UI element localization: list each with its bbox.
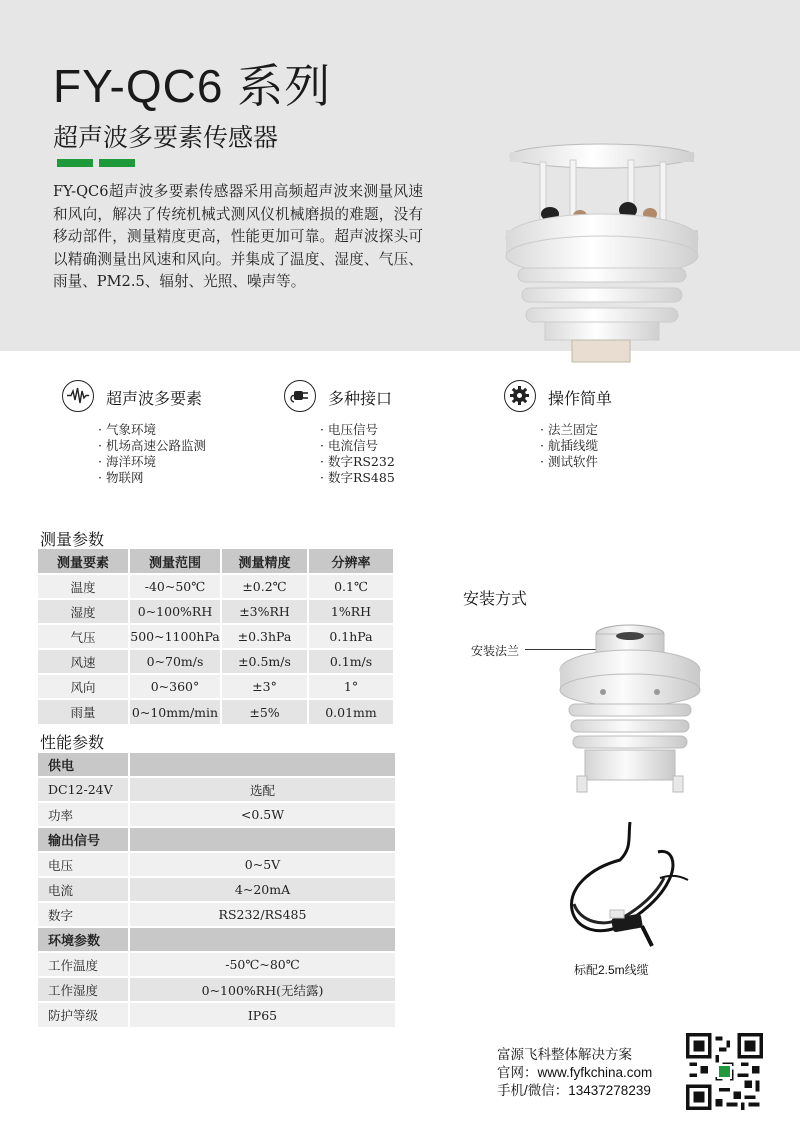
list-item: · 电压信号 — [320, 422, 395, 438]
flange-label: 安装法兰 — [471, 644, 520, 658]
table-row — [38, 599, 394, 624]
table-cell: -40~50℃ — [129, 574, 221, 599]
website: 官网：www.fyfkchina.com — [497, 1065, 653, 1080]
table-row — [38, 624, 394, 649]
feature-list — [320, 422, 395, 486]
table-header-cell: 测量范围 — [129, 549, 221, 574]
table-cell: ±0.5m/s — [221, 649, 308, 674]
feature-title: 操作简单 — [548, 391, 613, 408]
list-item: · 机场高速公路监测 — [98, 438, 206, 454]
table-cell: 风向 — [38, 674, 129, 699]
table-cell: ±3%RH — [221, 599, 308, 624]
list-item: · 测试软件 — [540, 454, 598, 470]
list-item: · 航插线缆 — [540, 438, 598, 454]
table-cell: <0.5W — [129, 802, 395, 827]
phone: 手机/微信：13437278239 — [497, 1083, 651, 1098]
list-item: · 气象环境 — [98, 422, 206, 438]
table-cell: 0~100%RH — [129, 599, 221, 624]
table-cell: 电压 — [38, 852, 129, 877]
table-row — [38, 902, 395, 927]
table-cell: 选配 — [129, 777, 395, 802]
table-cell: ±3° — [221, 674, 308, 699]
page-title: FY-QC6 系列 — [53, 60, 332, 112]
install-section-title: 安装方式 — [463, 591, 528, 608]
table-cell: 防护等级 — [38, 1002, 129, 1027]
measurement-section-title: 测量参数 — [40, 532, 105, 549]
table-group-row — [38, 827, 395, 852]
group-label: 环境参数 — [38, 927, 129, 952]
list-item: · 数字RS485 — [320, 470, 395, 486]
table-row — [38, 777, 395, 802]
table-cell: 0~10mm/min — [129, 699, 221, 724]
table-cell: DC12-24V — [38, 777, 129, 802]
table-cell: 0~360° — [129, 674, 221, 699]
table-row — [38, 674, 394, 699]
table-header-cell: 分辨率 — [308, 549, 394, 574]
list-item: · 数字RS232 — [320, 454, 395, 470]
table-row — [38, 877, 395, 902]
table-row — [38, 699, 394, 724]
cable-label: 标配2.5m线缆 — [574, 963, 649, 977]
sensor-install-image — [555, 620, 705, 795]
table-cell: 0~100%RH(无结露) — [129, 977, 395, 1002]
table-group-row — [38, 752, 395, 777]
table-cell: 0~5V — [129, 852, 395, 877]
contact-info — [497, 1046, 652, 1100]
table-cell: 气压 — [38, 624, 129, 649]
list-item: · 物联网 — [98, 470, 206, 486]
list-item: · 电流信号 — [320, 438, 395, 454]
measurement-table — [38, 549, 395, 724]
table-cell: 1%RH — [308, 599, 394, 624]
table-cell: 湿度 — [38, 599, 129, 624]
table-cell: 电流 — [38, 877, 129, 902]
table-cell: 500~1100hPa — [129, 624, 221, 649]
table-row — [38, 977, 395, 1002]
page-subtitle: 超声波多要素传感器 — [53, 124, 279, 152]
table-cell: RS232/RS485 — [129, 902, 395, 927]
table-cell: IP65 — [129, 1002, 395, 1027]
feature-list — [98, 422, 206, 486]
table-cell: 0.1hPa — [308, 624, 394, 649]
table-group-row — [38, 927, 395, 952]
table-header-row — [38, 549, 394, 574]
table-cell: ±5% — [221, 699, 308, 724]
table-cell: 风速 — [38, 649, 129, 674]
table-row — [38, 802, 395, 827]
table-cell: 工作湿度 — [38, 977, 129, 1002]
table-row — [38, 574, 394, 599]
table-cell: -50℃~80℃ — [129, 952, 395, 977]
table-cell: 温度 — [38, 574, 129, 599]
product-description: FY-QC6超声波多要素传感器采用高频超声波来测量风速和风向，解决了传统机械式测风仪机械磨损的难题，没有移动部件，测量精度更高，性能更加可靠。超声波探头可以精确测量出风速和风向。并集成了温度、湿度、气压、雨量、PM2.5、辐射、光照、噪声等。 — [53, 183, 423, 290]
qr-code-icon — [686, 1033, 763, 1110]
table-cell: 0.01mm — [308, 699, 394, 724]
gear-icon — [504, 380, 536, 412]
table-cell: ±0.2℃ — [221, 574, 308, 599]
table-cell: ±0.3hPa — [221, 624, 308, 649]
performance-table — [38, 751, 395, 1027]
table-cell: 0~70m/s — [129, 649, 221, 674]
group-label: 输出信号 — [38, 827, 129, 852]
table-cell: 功率 — [38, 802, 129, 827]
list-item: · 法兰固定 — [540, 422, 598, 438]
table-row — [38, 852, 395, 877]
performance-section-title: 性能参数 — [40, 735, 105, 752]
waveform-icon — [62, 380, 94, 412]
cable-image — [560, 818, 700, 958]
list-item: · 海洋环境 — [98, 454, 206, 470]
group-label: 供电 — [38, 752, 129, 777]
table-row — [38, 649, 394, 674]
company-name: 富源飞科整体解决方案 — [497, 1047, 632, 1062]
feature-title: 多种接口 — [328, 391, 393, 408]
table-cell: 0.1m/s — [308, 649, 394, 674]
plug-icon — [284, 380, 316, 412]
table-header-cell: 测量精度 — [221, 549, 308, 574]
feature-list — [540, 422, 598, 470]
table-cell: 工作温度 — [38, 952, 129, 977]
feature-title: 超声波多要素 — [106, 391, 203, 408]
table-cell: 1° — [308, 674, 394, 699]
table-header-cell: 测量要素 — [38, 549, 129, 574]
table-row — [38, 1002, 395, 1027]
table-cell: 4~20mA — [129, 877, 395, 902]
sensor-product-image — [500, 138, 705, 366]
table-cell: 雨量 — [38, 699, 129, 724]
table-cell: 0.1℃ — [308, 574, 394, 599]
table-row — [38, 952, 395, 977]
table-cell: 数字 — [38, 902, 129, 927]
